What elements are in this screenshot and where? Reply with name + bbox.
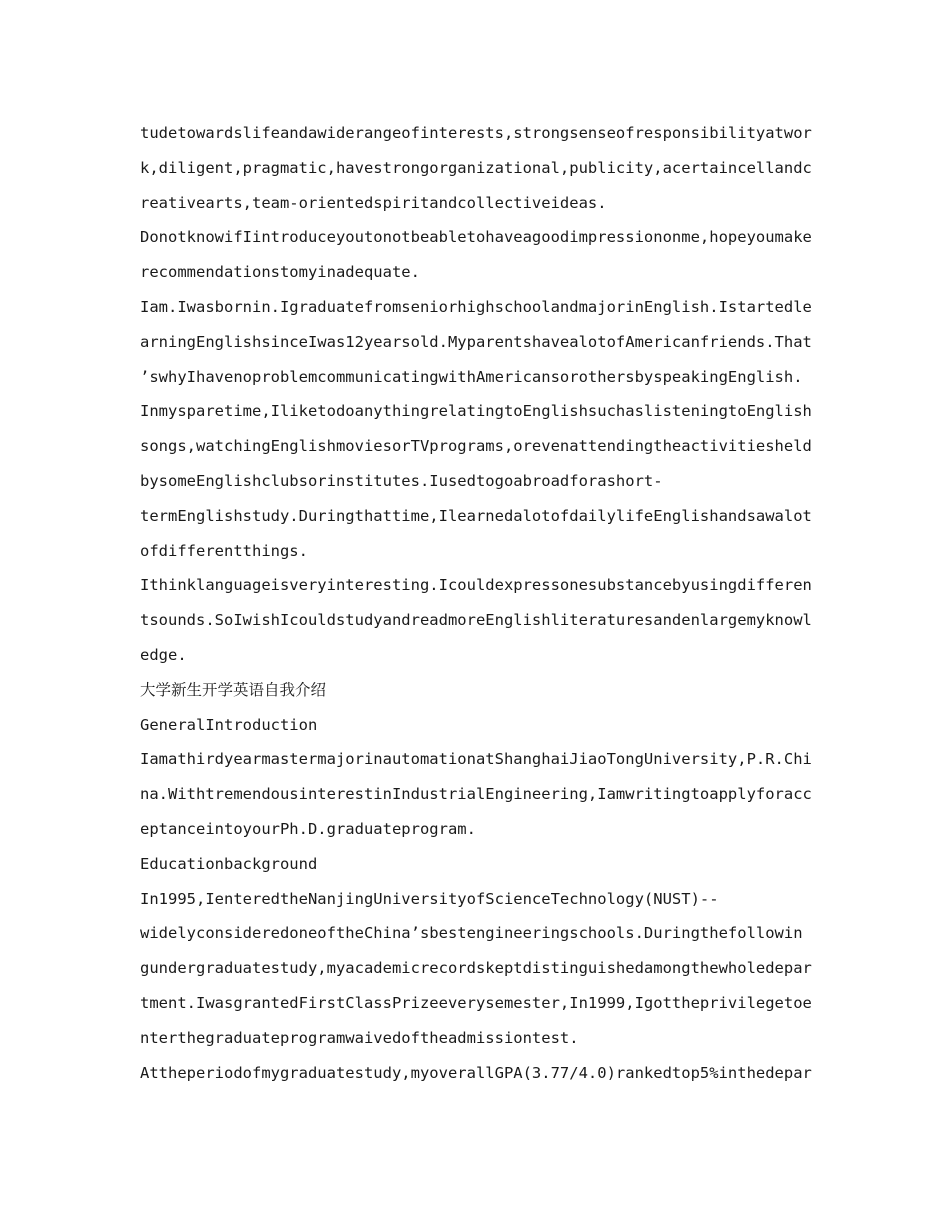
text-line: tsounds.SoIwishIcouldstudyandreadmoreEnglishliteraturesandenlargemyknowl bbox=[140, 611, 812, 630]
text-line: eptanceintoyourPh.D.graduateprogram. bbox=[140, 819, 476, 838]
text-line: ofdifferentthings. bbox=[140, 541, 308, 560]
text-line: edge. bbox=[140, 645, 187, 664]
text-line: gundergraduatestudy,myacademicrecordskeptdistinguishedamongthewholedepar bbox=[140, 959, 812, 978]
text-line: songs,watchingEnglishmoviesorTVprograms,orevenattendingtheactivitiesheld bbox=[140, 437, 812, 456]
text-line: Attheperiodofmygraduatestudy,myoverallGPA(3.77/4.0)rankedtop5%inthedepar bbox=[140, 1063, 812, 1082]
text-line: widelyconsideredoneoftheChina’sbestengineeringschools.Duringthefollowin bbox=[140, 924, 803, 943]
heading-general-introduction: GeneralIntroduction bbox=[140, 715, 318, 734]
text-line: In1995,IenteredtheNanjingUniversityofScienceTechnology(NUST)-- bbox=[140, 889, 719, 908]
text-line: tudetowardslifeandawiderangeofinterests,strongsenseofresponsibilityatwor bbox=[140, 124, 812, 142]
document-body bbox=[140, 116, 812, 1090]
text-line: DonotknowifIintroduceyoutonotbeabletohaveagoodimpressiononme,hopeyoumake bbox=[140, 228, 812, 247]
text-line: Inmysparetime,IliketodoanythingrelatingtoEnglishsuchaslisteningtoEnglish bbox=[140, 402, 812, 421]
text-line: Ithinklanguageisveryinteresting.Icouldexpressonesubstancebyusingdifferen bbox=[140, 576, 812, 595]
text-line: recommendationstomyinadequate. bbox=[140, 263, 420, 282]
text-line: reativearts,team-orientedspiritandcollectiveideas. bbox=[140, 193, 607, 212]
text-line: tment.IwasgrantedFirstClassPrizeeverysemester,In1999,Igottheprivilegetoe bbox=[140, 993, 812, 1012]
text-line: bysomeEnglishclubsorinstitutes.Iusedtogoabroadforashort- bbox=[140, 471, 663, 490]
text-line: na.WithtremendousinterestinIndustrialEngineering,Iamwritingtoapplyforacc bbox=[140, 785, 812, 804]
text-line: Iam.Iwasbornin.IgraduatefromseniorhighschoolandmajorinEnglish.Istartedle bbox=[140, 297, 812, 316]
text-line: arningEnglishsinceIwas12yearsold.MyparentshavealotofAmericanfriends.That bbox=[140, 332, 812, 351]
text-line: k,diligent,pragmatic,havestrongorganizational,publicity,acertaincellandc bbox=[140, 158, 812, 177]
text-line: termEnglishstudy.Duringthattime,IlearnedalotofdailylifeEnglishandsawalot bbox=[140, 506, 812, 525]
text-line: ’swhyIhavenoproblemcommunicatingwithAmericansorothersbyspeakingEnglish. bbox=[140, 367, 803, 386]
text-line: nterthegraduateprogramwaivedoftheadmissiontest. bbox=[140, 1028, 579, 1047]
heading-education-background: Educationbackground bbox=[140, 854, 318, 873]
text-line: IamathirdyearmastermajorinautomationatShanghaiJiaoTongUniversity,P.R.Chi bbox=[140, 750, 812, 769]
section-title: 大学新生开学英语自我介绍 bbox=[140, 680, 327, 699]
